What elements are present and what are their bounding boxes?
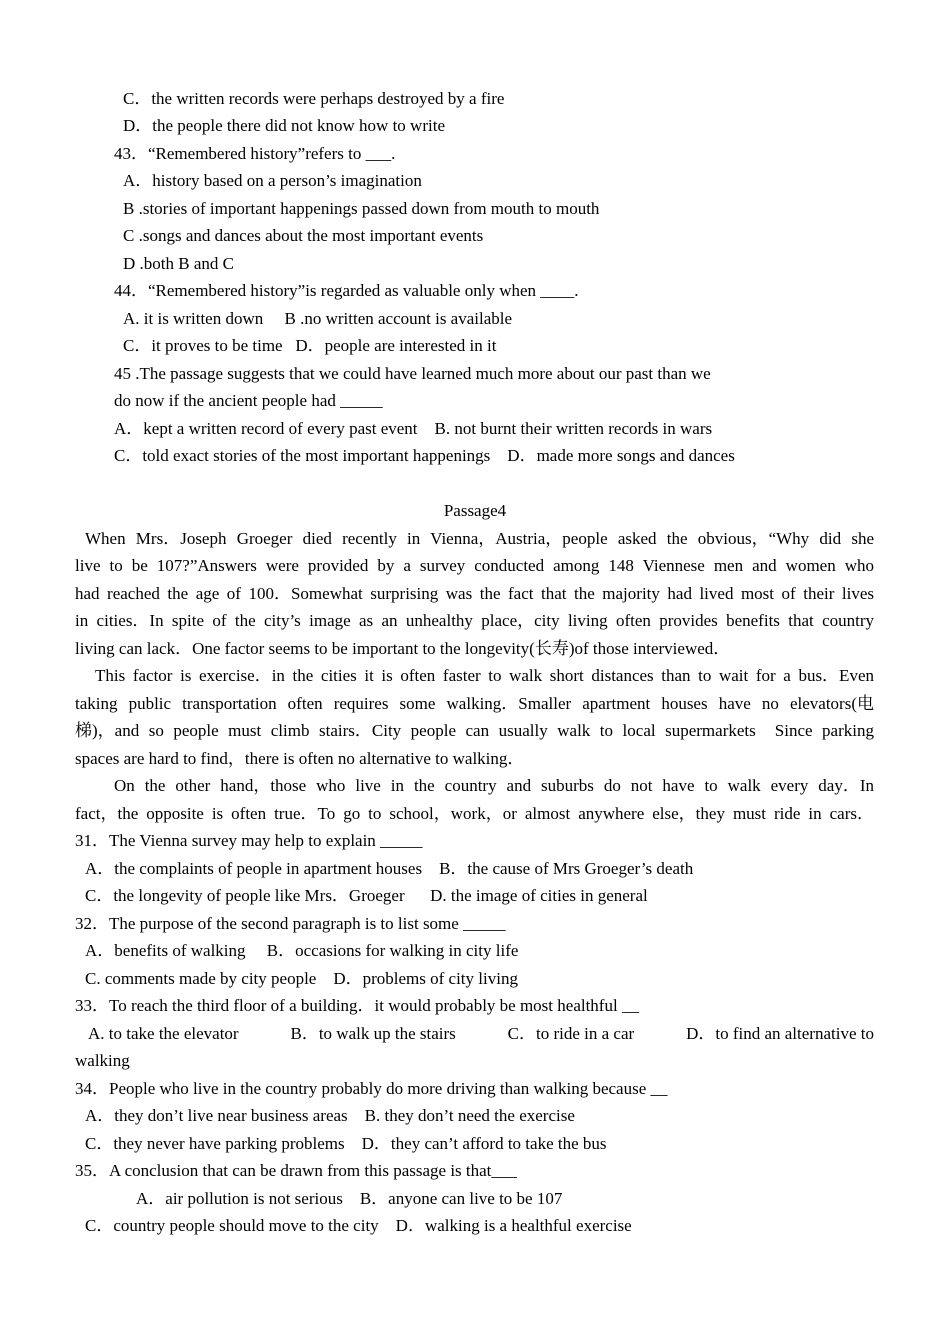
question-34-stem: 34．People who live in the country probably do more driving than walking because __ [75, 1079, 668, 1098]
question-31-stem: 31．The Vienna survey may help to explain _____ [75, 831, 423, 850]
question-35-options-ab: A．air pollution is not serious B．anyone can live to be 107 [136, 1189, 563, 1208]
paragraph-2-line-4: spaces are hard to find，there is often no alternative to walking． [75, 749, 525, 768]
question-35-stem: 35．A conclusion that can be drawn from this passage is that___ [75, 1161, 517, 1180]
paragraph-3-line-1: On the other hand，those who live in the country and suburbs do not have to walk every day．In [114, 776, 874, 795]
question-45-options-ab: A．kept a written record of every past event B. not burnt their written records in wars [114, 419, 713, 438]
question-45-stem-line-2: do now if the ancient people had _____ [114, 391, 383, 410]
paragraph-1-line-3: had reached the age of 100．Somewhat surprising was the fact that the majority had lived most of their lives [75, 584, 874, 603]
question-42-option-c: C．the written records were perhaps destroyed by a fire [123, 89, 505, 108]
question-33-stem: 33．To reach the third floor of a building．it would probably be most healthful __ [75, 996, 639, 1015]
question-45-options-cd: C．told exact stories of the most important happenings D．made more songs and dances [114, 446, 735, 465]
question-33-options [88, 1024, 874, 1044]
paragraph-2-line-2: taking public transportation often requires some walking．Smaller apartment houses have no elevators(电 [75, 694, 874, 713]
question-34-options-ab: A．they don’t live near business areas B. they don’t need the exercise [85, 1106, 575, 1125]
paragraph-3-line-2: fact，the opposite is often true．To go to school，work，or almost anywhere else，they must ride in cars． [75, 804, 874, 823]
question-33-option-c: C．to ride in a car [507, 1024, 635, 1043]
paragraph-2-line-1: This factor is exercise．in the cities it is often faster to walk short distances than to wait for a bus．Even [95, 666, 874, 685]
question-43-option-a: A．history based on a person’s imagination [123, 171, 422, 190]
question-32-options-ab: A．benefits of walking B．occasions for walking in city life [85, 941, 519, 960]
question-43-stem: 43．“Remembered history”refers to ___. [114, 144, 396, 163]
question-44-stem: 44．“Remembered history”is regarded as valuable only when ____. [114, 281, 579, 300]
question-45-stem-line-1: 45 .The passage suggests that we could have learned much more about our past than we [114, 364, 711, 383]
question-32-stem: 32．The purpose of the second paragraph is to list some _____ [75, 914, 506, 933]
question-43-option-b: B .stories of important happenings passed down from mouth to mouth [123, 199, 600, 218]
question-43-option-d: D .both B and C [123, 254, 234, 273]
question-34-options-cd: C．they never have parking problems D．they can’t afford to take the bus [85, 1134, 607, 1153]
question-33-option-b: B．to walk up the stairs [290, 1024, 456, 1043]
question-32-options-cd: C. comments made by city people D．problems of city living [85, 969, 518, 988]
question-31-options-cd: C．the longevity of people like Mrs．Groeger D. the image of cities in general [85, 886, 648, 905]
question-44-options-ab: A. it is written down B .no written account is available [123, 309, 513, 328]
passage-title: Passage4 [443, 501, 507, 520]
question-33-option-d-wrap: walking [75, 1051, 130, 1070]
question-43-option-c: C .songs and dances about the most important events [123, 226, 484, 245]
paragraph-2-line-3: 梯)，and so people must climb stairs．City people can usually walk to local supermarkets Since parking [75, 721, 874, 740]
question-35-options-cd: C．country people should move to the city D．walking is a healthful exercise [85, 1216, 632, 1235]
paragraph-1-line-4: in cities．In spite of the city’s image as an unhealthy place，city living often provides benefits that country [75, 611, 874, 630]
question-33-option-d: D．to find an alternative to [686, 1024, 874, 1043]
question-33-option-a: A. to take the elevator [88, 1024, 239, 1043]
question-42-option-d: D．the people there did not know how to write [123, 116, 445, 135]
question-44-options-cd: C．it proves to be time D．people are interested in it [123, 336, 497, 355]
paragraph-1-line-2: live to be 107?”Answers were provided by a survey conducted among 148 Viennese men and women who [75, 556, 874, 575]
paragraph-1-line-5: living can lack．One factor seems to be important to the longevity(长寿)of those interviewed． [75, 639, 731, 658]
question-31-options-ab: A．the complaints of people in apartment houses B．the cause of Mrs Groeger’s death [85, 859, 694, 878]
paragraph-1-line-1: When Mrs．Joseph Groeger died recently in Vienna，Austria，people asked the obvious，“Why did she [85, 529, 874, 548]
